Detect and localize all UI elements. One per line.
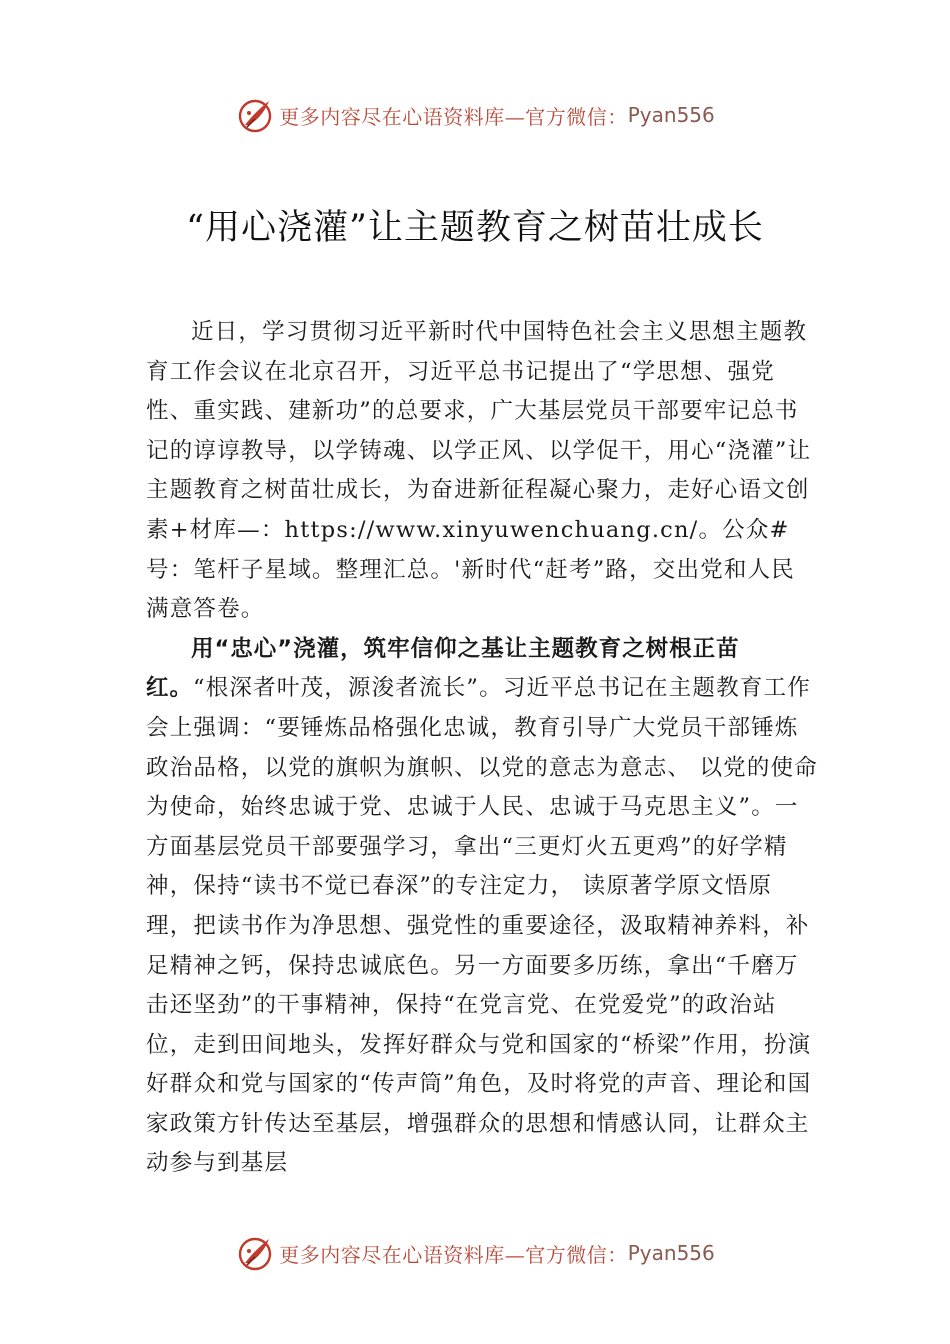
- section-heading-loyalty: 用“忠心”浇灌，筑牢信仰之基让主题教育之树根正苗红。: [146, 635, 740, 702]
- banner-wechat-id: Pyan556: [627, 103, 715, 127]
- quill-pen-logo-icon: [235, 1233, 275, 1273]
- document-body: [146, 313, 818, 1184]
- footer-banner: [0, 1231, 950, 1275]
- paragraph-loyalty: [146, 630, 818, 1184]
- document-title: “用心浇灌”让主题教育之树苗壮成长: [186, 208, 764, 248]
- paragraph-loyalty-body: “根深者叶茂，源浚者流长”。习近平总书记在主题教育工作会上强调：“要锤炼品格强化忠诚，教育引导广大党员干部锤炼政治品格，以党的旗帜为旗帜、以党的意志为意志、 以党的使命为使命，始终忠诚于党、忠诚于人民、忠诚于马克思主义”。一方面基层党员干部要强学习，拿出“三更灯火五更鸡”的好学精神，保持“读书不觉已春深”的专注定力， 读原著学原文悟原理，把读书作为净思想、强党性的重要途径，汲取精神养料，补足精神之钙，保持忠诚底色。另一方面要多历练，拿出“千磨万击还坚劲”的干事精神，保持“在党言党、在党爱党”的政治站位，走到田间地头，发挥好群众与党和国家的“桥梁”作用，扮演好群众和党与国家的“传声筒”角色，及时将党的声音、理论和国家政策方针传达至基层，增强群众的思想和情感认同，让群众主动参与到基层: [146, 675, 818, 1177]
- footer-banner-text: 更多内容尽在心语资料库—官方微信：: [279, 1242, 628, 1267]
- paragraph-intro: 近日，学习贯彻习近平新时代中国特色社会主义思想主题教育工作会议在北京召开，习近平总书记提出了“学思想、强党性、重实践、建新功”的总要求，广大基层党员干部要牢记总书记的谆谆教导，以学铸魂、以学正风、以学促干，用心“浇灌”让主题教育之树苗壮成长，为奋进新征程凝心聚力，走好心语文创素+材库—：https://www.xinyuwenchuang.cn/。公众#号：笔杆子星域。整理汇总。'新时代“赶考”路，交出党和人民满意答卷。: [146, 319, 812, 623]
- footer-banner-wechat-id: Pyan556: [627, 1241, 715, 1265]
- banner-text: 更多内容尽在心语资料库—官方微信：: [279, 104, 628, 129]
- quill-pen-logo-icon: [235, 95, 275, 135]
- header-banner: [0, 93, 950, 137]
